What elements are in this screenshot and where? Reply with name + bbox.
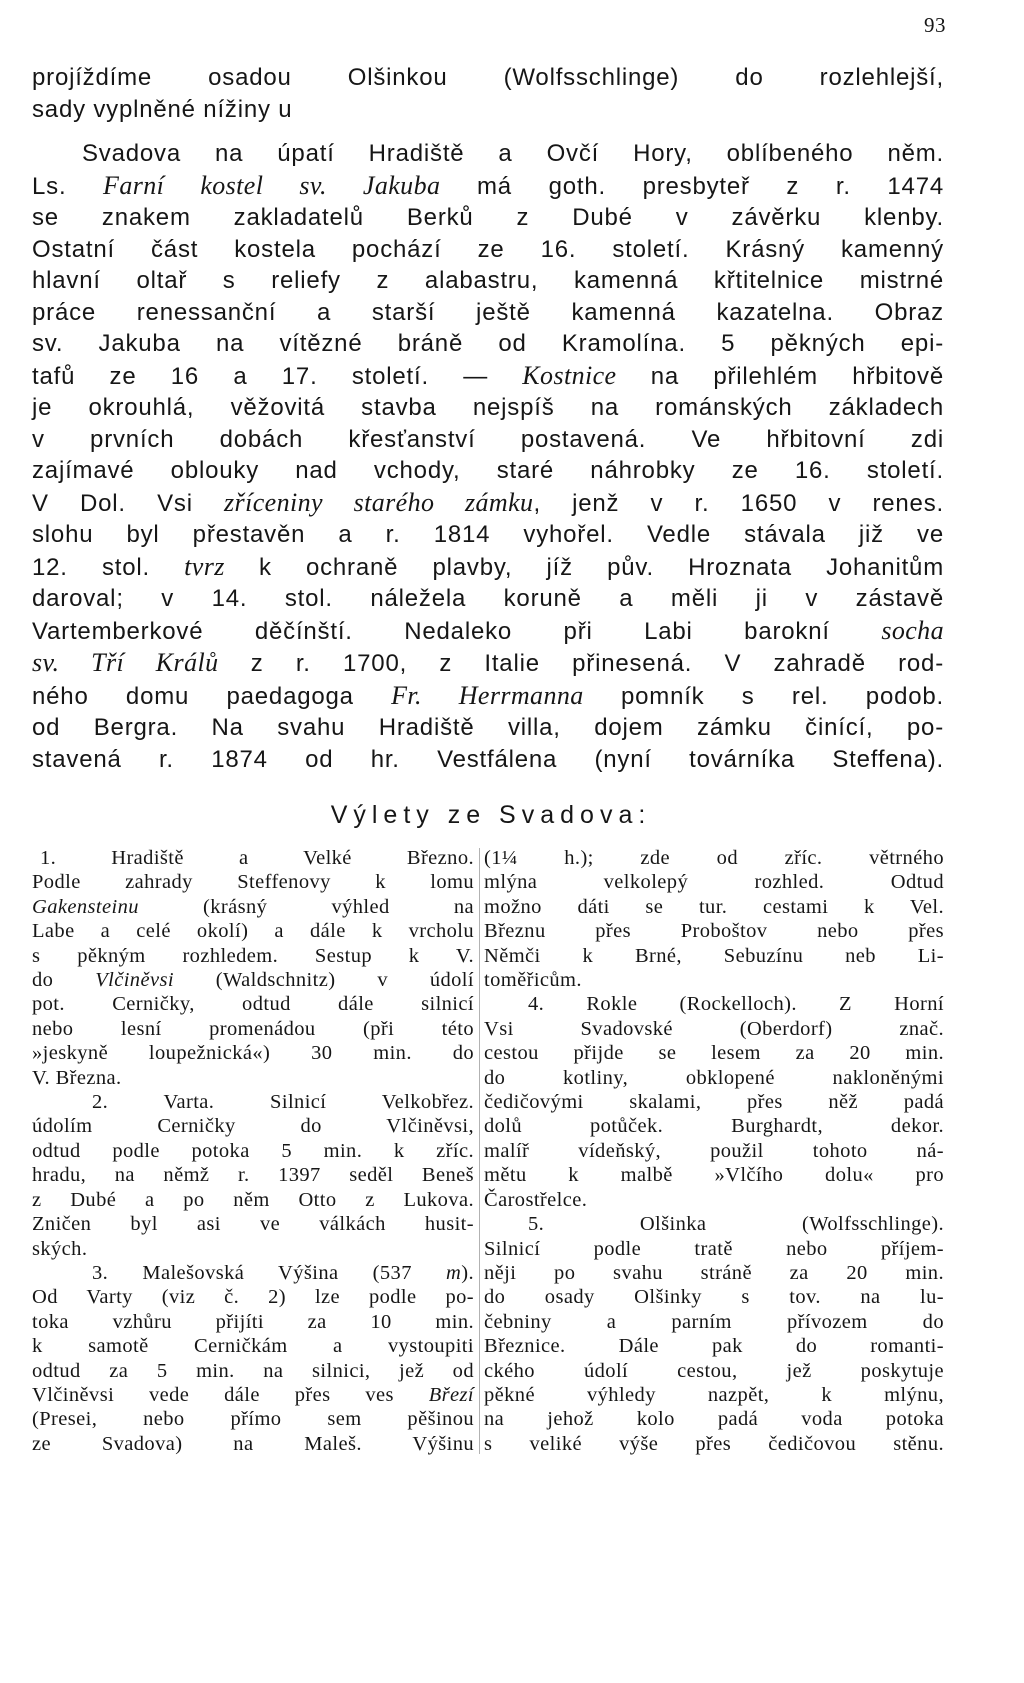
text-segment: sv. Jakuba na vítězné bráně od Kramolína. 5 pěkných epi- bbox=[32, 330, 944, 357]
text-segment: Svadova na úpatí Hradiště a Ovčí Hory, oblíbeného něm. bbox=[82, 140, 944, 167]
text-segment: nebo lesní promenádou (při této bbox=[32, 1017, 474, 1040]
text-line bbox=[484, 1285, 944, 1309]
text-line bbox=[32, 895, 474, 919]
text-line bbox=[32, 647, 944, 680]
excursions-right-column bbox=[484, 846, 944, 1456]
italic-text: Fr. Herrmanna bbox=[391, 680, 584, 710]
italic-text: socha bbox=[881, 615, 944, 645]
text-line bbox=[32, 615, 944, 648]
text-line bbox=[484, 1334, 944, 1358]
text-segment: je okrouhlá, věžovitá stavba nejspíš na románských základech bbox=[32, 394, 944, 421]
text-segment: Ostatní část kostela pochází ze 16. století. Krásný kamenný bbox=[32, 235, 944, 263]
text-segment: od Bergra. Na svahu Hradiště villa, dojem zámku činící, po- bbox=[32, 714, 944, 741]
text-segment: pot. Cerničky, odtud dále silnicí bbox=[32, 993, 474, 1016]
text-segment: V. Března. bbox=[32, 1066, 122, 1089]
text-line bbox=[32, 680, 944, 713]
text-line bbox=[32, 202, 944, 234]
text-segment: 3. Malešovská Výšina (537 bbox=[92, 1261, 447, 1284]
text-segment: projíždíme osadou Olšinkou (Wolfsschlinge) do rozlehlejší, bbox=[32, 64, 944, 91]
text-line bbox=[484, 1261, 944, 1285]
text-line bbox=[484, 1407, 944, 1431]
text-segment: (Waldschnitz) v údolí bbox=[173, 969, 475, 992]
italic-text: Farní kostel sv. Jakuba bbox=[103, 170, 441, 200]
text-line bbox=[484, 1041, 944, 1065]
text-line bbox=[32, 234, 944, 266]
text-line bbox=[32, 1310, 474, 1334]
text-segment: má goth. presbyteř z r. 1474 bbox=[440, 172, 944, 200]
text-line bbox=[484, 968, 944, 992]
text-line bbox=[32, 138, 944, 170]
text-line bbox=[32, 1139, 474, 1163]
italic-text: m bbox=[446, 1261, 462, 1284]
text-segment: (1¼ h.); zde od zříc. větrného bbox=[484, 847, 944, 869]
text-segment: z r. 1700, z Italie přinesená. V zahradě rod- bbox=[218, 650, 944, 677]
text-line bbox=[32, 455, 944, 487]
text-segment: Od Varty (viz č. 2) lze podle po- bbox=[32, 1286, 474, 1309]
text-segment: (Presei, nebo přímo sem pěšinou bbox=[32, 1408, 474, 1431]
text-segment: 4. Rokle (Rockelloch). Z Horní bbox=[528, 993, 944, 1016]
text-segment: »jeskyně loupežnická«) 30 min. do bbox=[32, 1042, 474, 1065]
text-segment: tafů ze 16 a 17. století. — bbox=[32, 362, 523, 390]
text-line bbox=[32, 1041, 474, 1065]
text-segment: , jenž v r. 1650 v renes. bbox=[533, 489, 944, 517]
text-line bbox=[32, 265, 944, 297]
text-line bbox=[484, 1212, 944, 1236]
italic-text: Gakensteinu bbox=[32, 895, 139, 918]
text-line bbox=[32, 551, 944, 584]
text-line bbox=[32, 992, 474, 1016]
text-segment: toka vzhůru přijíti za 10 min. bbox=[32, 1310, 474, 1333]
text-line bbox=[484, 846, 944, 870]
text-line bbox=[32, 1163, 474, 1187]
text-line bbox=[32, 1212, 474, 1236]
text-line bbox=[32, 1407, 474, 1431]
text-segment: pomník s rel. podob. bbox=[583, 682, 945, 710]
text-segment: daroval; v 14. stol. náležela koruně a měli ji v zástavě bbox=[32, 585, 944, 612]
text-line bbox=[32, 1237, 474, 1261]
text-segment: čedičovými skalami, přes něž padá bbox=[484, 1091, 944, 1114]
text-segment: do osady Olšinky s tov. na lu- bbox=[484, 1286, 944, 1309]
text-segment: ských. bbox=[32, 1237, 88, 1260]
text-line bbox=[484, 895, 944, 919]
text-segment: zajímavé oblouky nad vchody, staré náhrobky ze 16. století. bbox=[32, 457, 944, 484]
main-text-block bbox=[32, 62, 944, 775]
text-segment: dolů potůček. Burghardt, dekor. bbox=[484, 1115, 944, 1138]
text-segment: 1. Hradiště a Velké Březno. bbox=[40, 847, 474, 869]
text-line bbox=[484, 1188, 944, 1212]
text-line bbox=[484, 1017, 944, 1041]
text-segment: z Dubé a po něm Otto z Lukova. bbox=[32, 1188, 474, 1211]
italic-text: Vlčiněvsi bbox=[95, 969, 174, 992]
text-segment: možno dáti se tur. cestami k Vel. bbox=[484, 895, 944, 918]
text-segment: slohu byl přestavěn a r. 1814 vyhořel. Vedle stávala již ve bbox=[32, 521, 944, 548]
text-line bbox=[32, 297, 944, 329]
text-line bbox=[32, 1359, 474, 1383]
text-line bbox=[484, 870, 944, 894]
text-line bbox=[32, 392, 944, 424]
text-segment: odtud za 5 min. na silnici, jež od bbox=[32, 1359, 474, 1382]
text-segment: něji po svahu stráně za 20 min. bbox=[484, 1261, 944, 1284]
text-line bbox=[32, 328, 944, 360]
text-line bbox=[32, 870, 474, 894]
text-segment: Labe a celé okolí) a dále k vrcholu bbox=[32, 920, 474, 943]
text-segment: 2. Varta. Silnicí Velkobřez. bbox=[92, 1091, 474, 1114]
text-line bbox=[484, 1432, 944, 1456]
text-segment: ze Svadova) na Maleš. Výšinu bbox=[32, 1432, 474, 1455]
text-line bbox=[32, 1383, 474, 1407]
excursions-left-column bbox=[32, 846, 474, 1456]
italic-text: tvrz bbox=[184, 551, 225, 581]
text-line bbox=[484, 1383, 944, 1407]
text-segment: odtud podle potoka 5 min. k zříc. bbox=[32, 1139, 474, 1162]
text-segment: V Dol. Vsi bbox=[32, 489, 225, 517]
text-segment: ného domu paedagoga bbox=[32, 682, 392, 710]
text-line bbox=[32, 170, 944, 203]
italic-text: Březí bbox=[428, 1383, 474, 1406]
text-segment: hlavní oltař s reliefy z alabastru, kamenná křtitelnice mistrné bbox=[32, 267, 944, 294]
text-segment: s pěkným rozhledem. Sestup k V. bbox=[32, 944, 474, 967]
text-segment: Vartemberkové děčínští. Nedaleko při Labi barokní bbox=[32, 617, 882, 645]
excursions-heading: Výlety ze Svadova: bbox=[330, 801, 652, 829]
text-segment: stavená r. 1874 od hr. Vestfálena (nyní továrníka Steffena). bbox=[32, 745, 944, 773]
text-line bbox=[32, 1090, 474, 1114]
text-line bbox=[484, 1090, 944, 1114]
text-segment: Ls. bbox=[32, 172, 104, 200]
italic-text: zříceniny starého zámku bbox=[224, 487, 534, 517]
text-line bbox=[32, 1432, 474, 1456]
text-line bbox=[32, 1334, 474, 1358]
text-segment: sady vyplněné nížiny u bbox=[32, 95, 293, 123]
text-line bbox=[484, 1163, 944, 1187]
text-segment: ckého údolí cestou, jež poskytuje bbox=[484, 1359, 944, 1382]
text-segment: 12. stol. bbox=[32, 553, 185, 581]
italic-text: Kostnice bbox=[522, 360, 617, 390]
text-segment: se znakem zakladatelů Berků z Dubé v závěrku klenby. bbox=[32, 204, 944, 231]
text-segment: Němči k Brné, Sebuzínu neb Li- bbox=[484, 944, 944, 967]
text-segment: do kotliny, obklopené nakloněnými bbox=[484, 1066, 944, 1089]
text-line bbox=[484, 1310, 944, 1334]
text-segment: toměřicům. bbox=[484, 969, 582, 992]
text-segment: čebniny a parním přívozem do bbox=[484, 1310, 944, 1333]
text-line bbox=[32, 424, 944, 456]
text-segment: mlýna velkolepý rozhled. Odtud bbox=[484, 871, 944, 894]
text-line bbox=[32, 360, 944, 393]
text-segment: Podle zahrady Steffenovy k lomu bbox=[32, 871, 474, 894]
text-line bbox=[484, 1114, 944, 1138]
text-line bbox=[32, 846, 474, 870]
text-segment: v prvních dobách křesťanství postavená. Ve hřbitovní zdi bbox=[32, 425, 944, 453]
text-segment: Vsi Svadovské (Oberdorf) znač. bbox=[484, 1017, 944, 1040]
text-line bbox=[32, 712, 944, 744]
text-line bbox=[484, 1139, 944, 1163]
column-divider bbox=[479, 848, 480, 1454]
text-line bbox=[32, 1261, 474, 1285]
text-segment: Březnu přes Proboštov nebo přes bbox=[484, 920, 944, 943]
text-line bbox=[32, 94, 944, 126]
text-segment: pěkné výhledy nazpět, k mlýnu, bbox=[484, 1383, 944, 1406]
text-line bbox=[484, 944, 944, 968]
text-segment: do bbox=[32, 969, 96, 992]
text-segment: ). bbox=[461, 1261, 474, 1284]
text-segment: práce renessanční a starší ještě kamenná kazatelna. Obraz bbox=[32, 298, 944, 326]
text-line bbox=[32, 1285, 474, 1309]
text-line bbox=[484, 992, 944, 1016]
text-segment: Čarostřelce. bbox=[484, 1188, 588, 1211]
text-line bbox=[32, 968, 474, 992]
text-segment: Březnice. Dále pak do romanti- bbox=[484, 1335, 944, 1358]
text-segment: na jehož kolo padá voda potoka bbox=[484, 1408, 944, 1431]
text-segment: k ochraně plavby, jíž pův. Hroznata Johanitům bbox=[224, 553, 944, 581]
text-line bbox=[32, 744, 944, 776]
text-line bbox=[32, 487, 944, 520]
text-line bbox=[484, 1359, 944, 1383]
italic-text: sv. Tří Králů bbox=[32, 648, 219, 677]
text-line bbox=[32, 944, 474, 968]
text-line bbox=[32, 519, 944, 551]
text-segment: Vlčiněvsi vede dále přes ves bbox=[32, 1383, 429, 1406]
text-segment: údolím Cerničky do Vlčiněvsi, bbox=[32, 1115, 474, 1138]
text-line bbox=[484, 919, 944, 943]
text-segment: s veliké výše přes čedičovou stěnu. bbox=[484, 1432, 944, 1455]
text-line bbox=[484, 1066, 944, 1090]
text-line bbox=[484, 1237, 944, 1261]
text-segment: na přilehlém hřbitově bbox=[616, 362, 944, 390]
text-segment: k samotě Cerničkám a vystoupiti bbox=[32, 1335, 474, 1358]
text-segment: Silnicí podle tratě nebo příjem- bbox=[484, 1237, 944, 1260]
text-segment: mětu k malbě »Vlčího dolu« pro bbox=[484, 1164, 944, 1187]
text-segment: (krásný výhled na bbox=[138, 895, 474, 918]
text-line bbox=[32, 1114, 474, 1138]
text-line bbox=[32, 1188, 474, 1212]
text-line bbox=[32, 583, 944, 615]
page-number: 93 bbox=[924, 13, 946, 37]
text-segment: cestou přijde se lesem za 20 min. bbox=[484, 1042, 944, 1065]
text-segment: Zničen byl asi ve válkách husit- bbox=[32, 1213, 474, 1236]
text-segment: hradu, na němž r. 1397 seděl Beneš bbox=[32, 1164, 474, 1187]
text-line bbox=[32, 62, 944, 94]
text-segment: 5. Olšinka (Wolfsschlinge). bbox=[528, 1213, 944, 1236]
text-line bbox=[32, 1066, 474, 1090]
text-line bbox=[32, 1017, 474, 1041]
text-segment: malíř vídeňský, použil tohoto ná- bbox=[484, 1139, 944, 1162]
text-line bbox=[32, 919, 474, 943]
